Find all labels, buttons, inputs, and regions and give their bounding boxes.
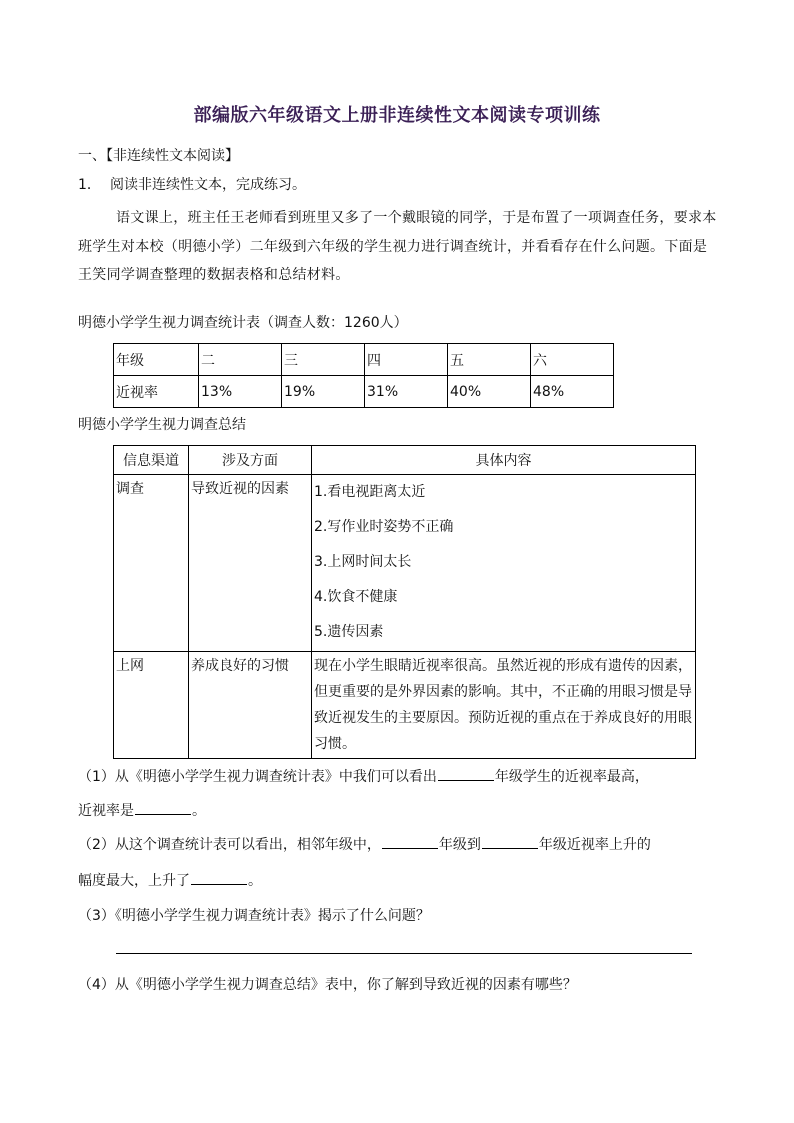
content-cell [312,652,696,759]
question-number: 1． [78,177,101,193]
answer-blank[interactable] [482,836,538,849]
channel-text: 上网 [116,658,144,674]
question-text: 。 [192,803,206,819]
table-row [114,344,614,376]
vision-stats-table [113,343,614,408]
question-text: （1）从《明德小学学生视力调查统计表》中我们可以看出 [78,769,437,785]
aspect-cell [189,652,312,759]
table-header-cell: 年级 [114,344,199,376]
question-instruction: 阅读非连续性文本，完成练习。 [110,177,306,193]
factor-item: 2.写作业时姿势不正确 [314,519,454,535]
vision-summary-table [113,445,696,759]
prevention-text: 现在小学生眼睛近视率很高。虽然近视的形成有遗传的因素，但更重要的是外界因素的影响。其中，不正确的用眼习惯是导致近视发生的主要原因。预防近视的重点在于养成良好的用眼习惯。 [314,658,692,752]
table-row [114,652,696,759]
factor-item: 1.看电视距离太近 [314,484,426,500]
question-3: （3）《明德小学学生视力调查统计表》揭示了什么问题？ [78,908,430,924]
rate-cell: 31% [365,376,448,408]
factor-item: 4.饮食不健康 [314,589,398,605]
question-4: （4）从《明德小学学生视力调查总结》表中，你了解到导致近视的因素有哪些？ [78,977,577,993]
rate-cell: 40% [448,376,531,408]
rate-cell: 48% [531,376,614,408]
factor-item: 3.上网时间太长 [314,554,412,570]
question-text: 近视率是 [78,803,134,819]
aspect-cell [189,475,312,652]
answer-blank[interactable] [382,836,438,849]
answer-blank[interactable] [135,802,191,815]
question-1-line [78,766,649,786]
answer-blank[interactable] [438,768,494,781]
content-cell [312,475,696,652]
table-row [114,446,696,475]
rate-cell: 19% [282,376,365,408]
question-text: 年级到 [438,837,481,853]
question-text: （2）从这个调查统计表可以看出，相邻年级中， [78,837,381,853]
table-header-cell: 涉及方面 [189,446,312,475]
grade-cell: 四 [365,344,448,376]
question-1-line-2 [78,800,206,820]
rate-cell: 13% [199,376,282,408]
passage [78,204,718,290]
grade-cell: 三 [282,344,365,376]
table-row [114,376,614,408]
aspect-text: 养成良好的习惯 [191,658,289,674]
question-text: 年级学生的近视率最高， [494,769,649,785]
question-text: 。 [248,873,262,889]
question-2-line [78,834,651,854]
grade-cell: 六 [531,344,614,376]
aspect-text: 导致近视的因素 [191,481,289,497]
table2-caption: 明德小学学生视力调查总结 [78,417,246,433]
answer-blank[interactable] [191,872,247,885]
channel-text: 调查 [116,481,144,497]
question-text: 幅度最大，上升了 [78,873,190,889]
factor-item: 5.遗传因素 [314,624,384,640]
passage-text: 语文课上，班主任王老师看到班里又多了一个戴眼镜的同学，于是布置了一项调查任务，要求本班学生对本校（明德小学）二年级到六年级的学生视力进行调查统计，并看看存在什么问题。下面是王笑同学调查整理的数据表格和总结材料。 [78,210,717,283]
table-header-cell: 信息渠道 [114,446,189,475]
question-1-heading [78,174,306,194]
table-row-label: 近视率 [114,376,199,408]
question-text: 年级近视率上升的 [538,837,651,853]
channel-cell [114,475,189,652]
table1-caption: 明德小学学生视力调查统计表（调查人数：1260人） [78,315,408,331]
question-2-line-2 [78,870,262,890]
table-row [114,475,696,652]
page-title: 部编版六年级语文上册非连续性文本阅读专项训练 [193,105,601,126]
grade-cell: 五 [448,344,531,376]
grade-cell: 二 [199,344,282,376]
table-header-cell: 具体内容 [312,446,696,475]
channel-cell [114,652,189,759]
section-heading: 一、【非连续性文本阅读】 [78,148,239,164]
answer-line[interactable] [116,953,692,954]
